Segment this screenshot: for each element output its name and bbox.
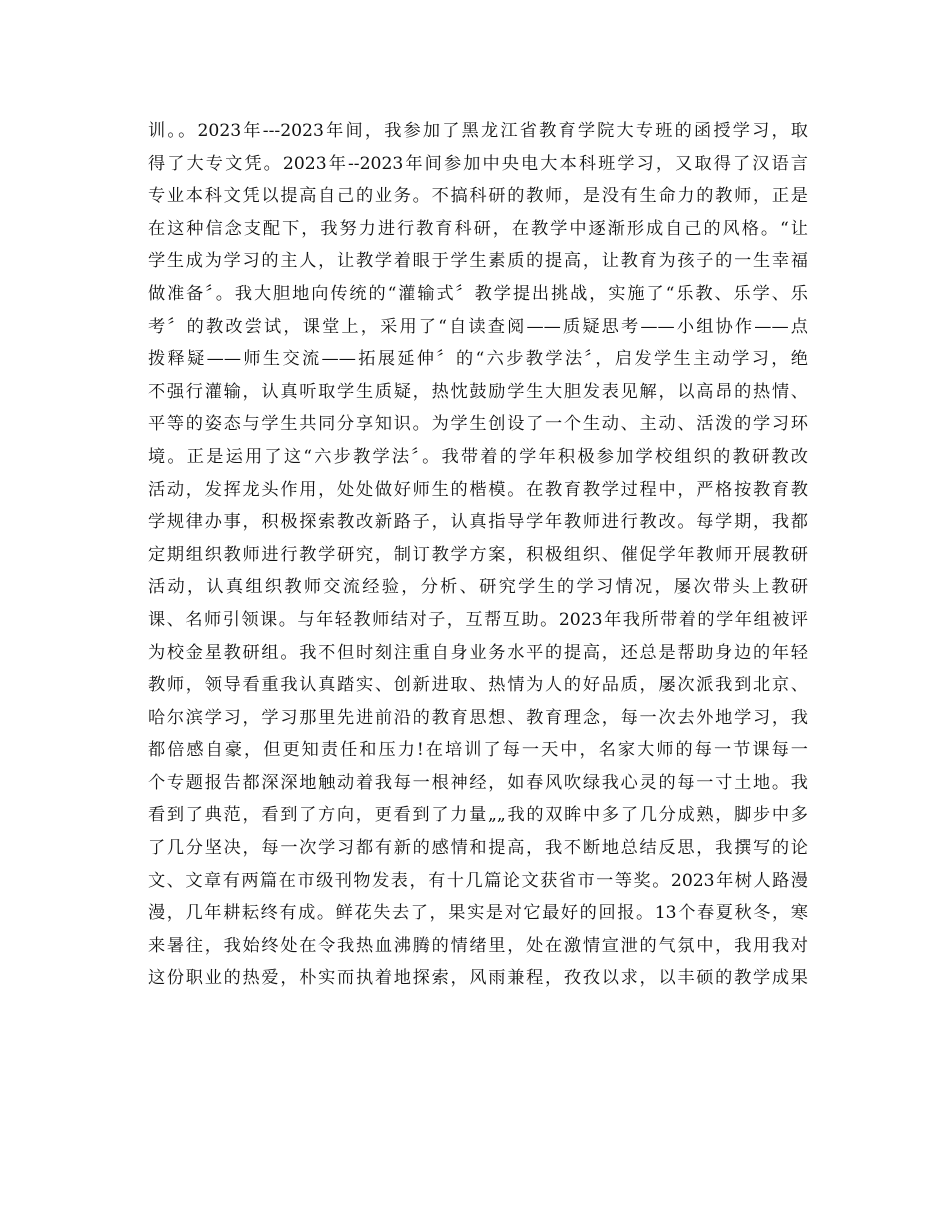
text-line: 文、文章有两篇在市级刊物发表，有十几篇论文获省市一等奖。2023年树人路漫 <box>148 870 808 891</box>
text-line: 课、名师引领课。与年轻教师结对子，互帮互助。2023年我所带着的学年组被评 <box>148 609 808 630</box>
text-line: 考〞的教改尝试，课堂上，采用了“自读查阅——质疑思考——小组协作——点 <box>148 316 808 337</box>
text-line: 平等的姿态与学生共同分享知识。为学生创设了一个生动、主动、活泼的学习环 <box>148 414 808 435</box>
text-line: 活动，认真组织教师交流经验，分析、研究学生的学习情况，屡次带头上教研 <box>148 577 808 598</box>
text-line: 教师，领导看重我认真踏实、创新进取、热情为人的好品质，屡次派我到北京、 <box>148 675 808 696</box>
text-line: 不强行灌输，认真听取学生质疑，热忱鼓励学生大胆发表见解，以高昂的热情、 <box>148 381 808 402</box>
text-line: 境。正是运用了这“六步教学法〞。我带着的学年积极参加学校组织的教研教改 <box>148 446 808 467</box>
text-line: 来暑往，我始终处在令我热血沸腾的情绪里，处在激情宣泄的气氛中，我用我对 <box>148 935 808 956</box>
text-line: 了几分坚决，每一次学习都有新的感情和提高，我不断地总结反思，我撰写的论 <box>148 838 808 859</box>
text-line: 拨释疑——师生交流——拓展延伸〞的“六步教学法〞，启发学生主动学习，绝 <box>148 349 808 370</box>
text-line: 专业本科文凭以提高自己的业务。不搞科研的教师，是没有生命力的教师，正是 <box>148 186 808 207</box>
text-line: 做准备〞。我大胆地向传统的“灌输式〞教学提出挑战，实施了“乐教、乐学、乐 <box>148 283 808 304</box>
text-line: 学生成为学习的主人，让教学着眼于学生素质的提高，让教育为孩子的一生幸福 <box>148 251 808 272</box>
body-text <box>148 115 808 995</box>
text-line: 训。。2023年---2023年间，我参加了黑龙江省教育学院大专班的函授学习，取 <box>148 121 808 141</box>
text-line: 在这种信念支配下，我努力进行教育科研，在教学中逐渐形成自己的风格。“让 <box>148 218 808 239</box>
text-line: 哈尔滨学习，学习那里先进前沿的教育思想、教育理念，每一次去外地学习，我 <box>148 707 808 728</box>
text-line: 个专题报告都深深地触动着我每一根神经，如春风吹绿我心灵的每一寸土地。我 <box>148 772 808 793</box>
text-line: 这份职业的热爱，朴实而执着地探索，风雨兼程，孜孜以求，以丰硕的教学成果 <box>148 968 808 989</box>
text-line: 看到了典范，看到了方向，更看到了力量„„我的双眸中多了几分成熟，脚步中多 <box>148 805 808 826</box>
text-line: 学规律办事，积极探索教改新路子，认真指导学年教师进行教改。每学期，我都 <box>148 512 808 533</box>
text-line: 漫，几年耕耘终有成。鲜花失去了，果实是对它最好的回报。13个春夏秋冬，寒 <box>148 903 808 924</box>
text-line: 得了大专文凭。2023年--2023年间参加中央电大本科班学习，又取得了汉语言 <box>148 153 808 174</box>
text-line: 都倍感自豪，但更知责任和压力!在培训了每一天中，名家大师的每一节课每一 <box>148 740 808 761</box>
text-line: 活动，发挥龙头作用，处处做好师生的楷模。在教育教学过程中，严格按教育教 <box>148 479 808 500</box>
text-line: 定期组织教师进行教学研究，制订教学方案，积极组织、催促学年教师开展教研 <box>148 544 808 565</box>
text-line: 为校金星教研组。我不但时刻注重自身业务水平的提高，还总是帮助身边的年轻 <box>148 642 808 663</box>
